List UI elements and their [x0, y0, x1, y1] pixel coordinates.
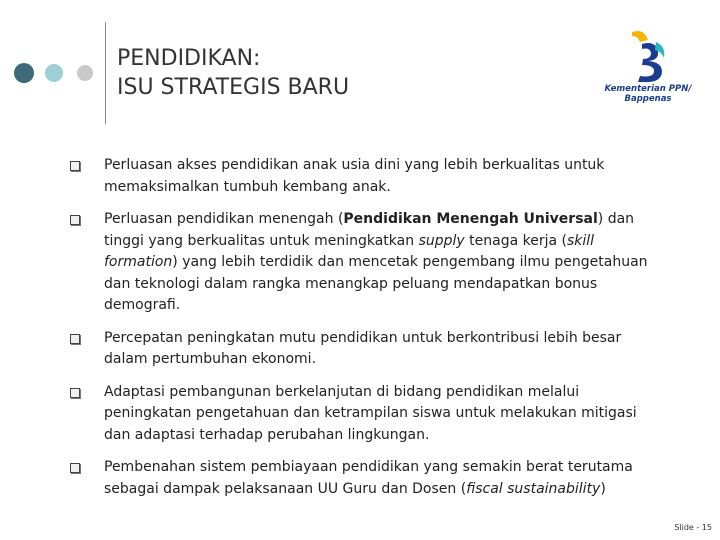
- list-item: [70, 328, 660, 371]
- list-item: [70, 209, 660, 317]
- item-text-segment: Pembenahan sistem pembiayaan pendidikan yang semakin berat terutama sebagai dampak pelaksanaan UU Guru dan Dosen (: [104, 459, 633, 497]
- slide-number: Slide - 15: [674, 523, 712, 532]
- checkbox-bullet-icon: [70, 334, 80, 344]
- item-text-segment: Adaptasi pembangunan berkelanjutan di bidang pendidikan melalui peningkatan pengetahuan dan ketrampilan siswa untuk melakukan mitigasi dan adaptasi terhadap perubahan lingkungan.: [104, 383, 637, 443]
- item-text-segment: Pendidikan Menengah Universal: [343, 211, 598, 227]
- title-line-2: ISU STRATEGIS BARU: [117, 75, 350, 100]
- item-text-segment: ): [600, 480, 606, 497]
- checkbox-bullet-icon: [70, 215, 80, 225]
- item-text-segment: ) yang lebih terdidik dan mencetak pengembang ilmu pengetahuan dan teknologi dalam rangka menangkap peluang mendapatkan bonus demografi.: [104, 254, 648, 313]
- title-line-1: PENDIDIKAN:: [117, 46, 261, 71]
- item-text-segment: Perluasan akses pendidikan anak usia dini yang lebih berkualitas untuk memaksimalkan tumbuh kembang anak.: [104, 157, 605, 195]
- item-text-segment: supply: [418, 232, 465, 249]
- decorative-dots: [14, 63, 104, 83]
- dot-dark: [14, 63, 34, 83]
- dot-light-teal: [45, 64, 63, 82]
- item-text-segment: skill formation: [104, 232, 595, 270]
- list-item: [70, 382, 660, 447]
- title-divider: [105, 22, 106, 124]
- logo-text-line-1: Kementerian PPN/: [604, 84, 692, 94]
- checkbox-bullet-icon: [70, 161, 80, 171]
- list-item: [70, 457, 660, 500]
- bullet-list: [70, 155, 660, 511]
- item-text-segment: fiscal sustainability: [466, 480, 601, 497]
- logo-text: [598, 84, 698, 104]
- checkbox-bullet-icon: [70, 388, 80, 398]
- logo-text-line-2: Bappenas: [624, 94, 672, 104]
- dot-gray: [77, 65, 93, 81]
- item-text-segment: Perluasan pendidikan menengah (: [104, 211, 344, 227]
- checkbox-bullet-icon: [70, 463, 80, 473]
- page-title: [117, 44, 349, 102]
- list-item: [70, 155, 660, 198]
- item-text-segment: ) dan tinggi yang berkualitas untuk meningkatkan: [104, 211, 635, 249]
- bappenas-emblem-icon: [622, 30, 670, 84]
- item-text-segment: tenaga kerja (: [464, 232, 567, 249]
- bappenas-logo: [598, 30, 698, 112]
- item-text-segment: Percepatan peningkatan mutu pendidikan untuk berkontribusi lebih besar dalam pertumbuhan ekonomi.: [104, 329, 622, 367]
